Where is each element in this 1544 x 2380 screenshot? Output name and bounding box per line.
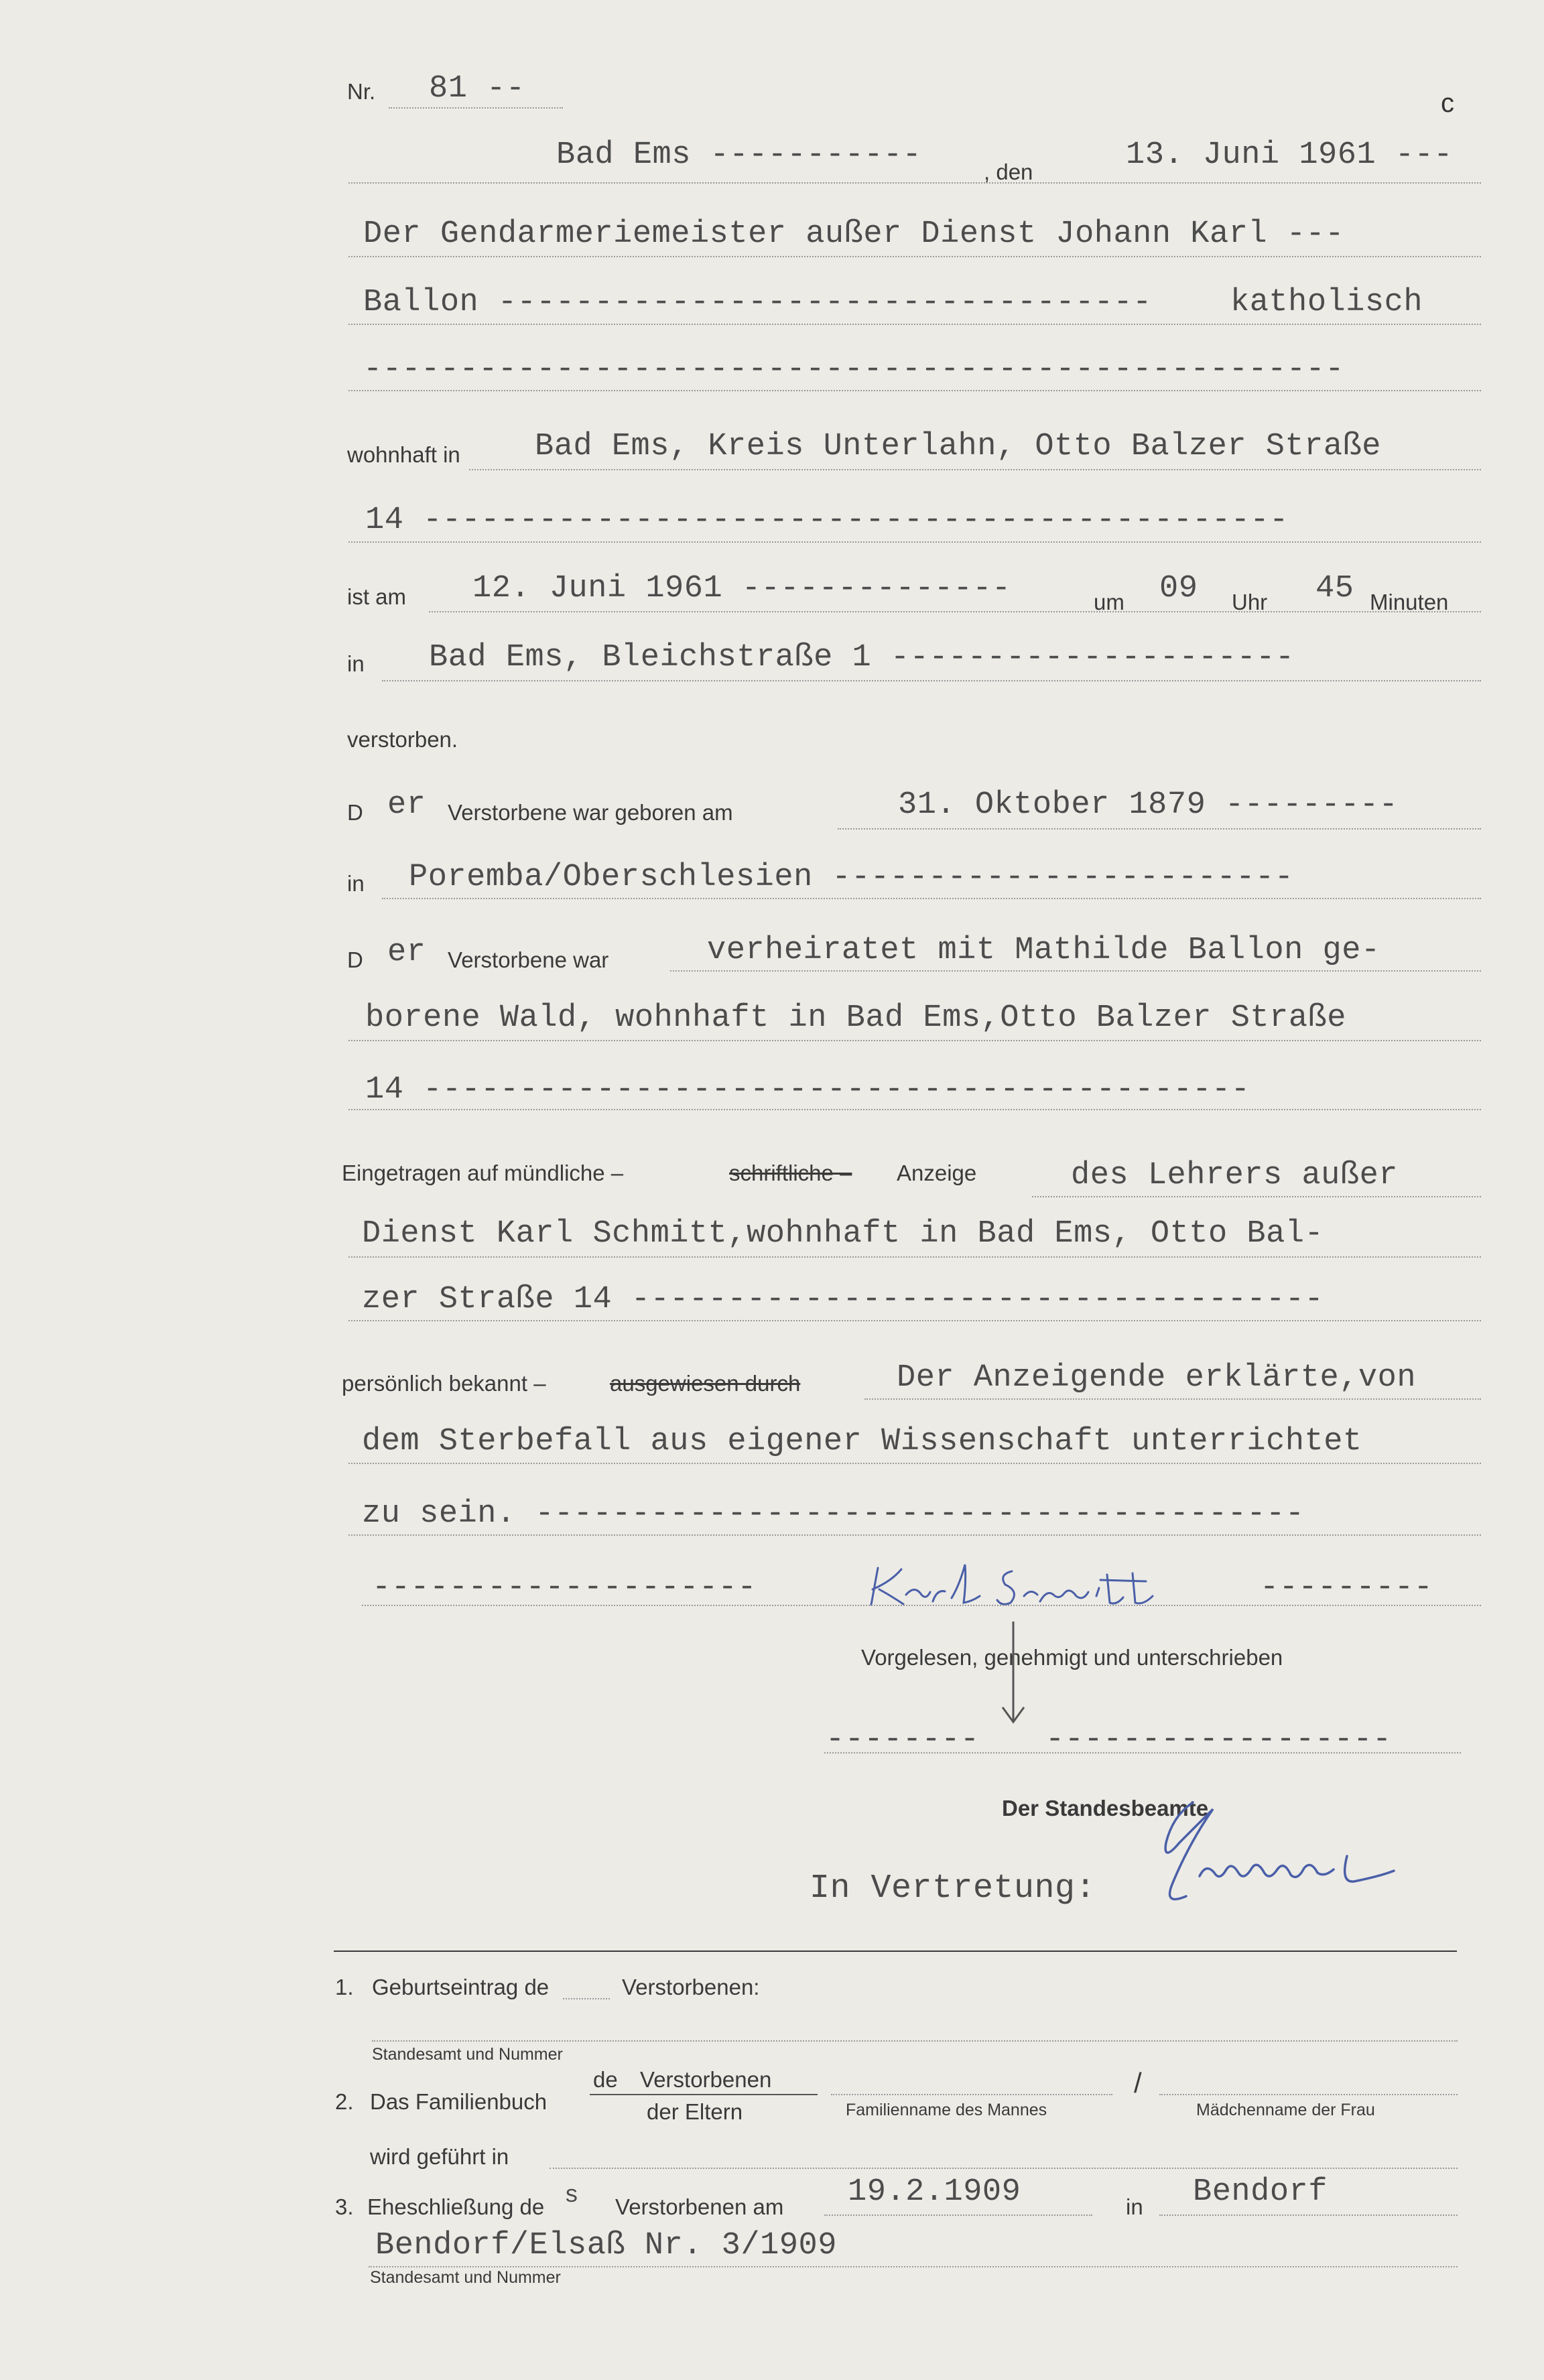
standesamt-label-2: Standesamt und Nummer xyxy=(370,2268,561,2287)
footer-item-2-label: Das Familienbuch xyxy=(370,2089,548,2114)
residence-line-1: Bad Ems, Kreis Unterlahn, Otto Balzer Straße xyxy=(535,429,1382,464)
footer-item-3-s: s xyxy=(564,2182,580,2209)
residence-line-2: 14 --------------------------------------------- xyxy=(365,503,1289,538)
registrar-title: Der Standesbeamte xyxy=(1002,1796,1209,1821)
death-minutes: 45 xyxy=(1315,571,1354,606)
footer-item-3-label: Eheschließung de xyxy=(367,2194,545,2219)
registry-place: Bad Ems ----------- xyxy=(556,137,922,173)
rule xyxy=(550,2168,1458,2169)
marriage-date: 19.2.1909 xyxy=(848,2174,1021,2210)
rule xyxy=(1032,1196,1481,1197)
rule xyxy=(824,2214,1092,2216)
rule xyxy=(348,256,1481,257)
birth-label: Verstorbene war geboren am xyxy=(448,800,733,825)
identification-line-2: dem Sterbefall aus eigener Wissenschaft unterrichtet xyxy=(362,1424,1362,1459)
marital-label: Verstorbene war xyxy=(448,947,609,972)
rule xyxy=(382,680,1481,681)
den-label: , den xyxy=(984,159,1033,184)
nr-label: Nr. xyxy=(347,79,376,104)
death-in-label: in xyxy=(347,651,365,676)
arrow-down-icon xyxy=(997,1622,1037,1742)
minuten-label: Minuten xyxy=(1370,590,1449,614)
maedchenname-label: Mädchenname der Frau xyxy=(1196,2101,1375,2119)
marital-line-2: borene Wald, wohnhaft in Bad Ems,Otto Balzer Straße xyxy=(365,1000,1346,1036)
identification-label: persönlich bekannt – xyxy=(342,1371,546,1396)
rule xyxy=(348,324,1481,325)
registration-line-2: Dienst Karl Schmitt,wohnhaft in Bad Ems, Otto Bal- xyxy=(362,1216,1324,1252)
footer-item-3-label-b: Verstorbenen am xyxy=(615,2194,784,2219)
person-line-1: Der Gendarmeriemeister außer Dienst Johann Karl --- xyxy=(363,216,1344,252)
birth-er: er xyxy=(387,787,426,823)
signature-dashes-b: ------------------ xyxy=(1045,1722,1392,1758)
footer-item-2-bottom: der Eltern xyxy=(647,2099,743,2124)
footer-item-2-top: Verstorbenen xyxy=(640,2067,772,2092)
marital-er: er xyxy=(387,935,426,970)
ist-am-label: ist am xyxy=(347,584,407,609)
header-line xyxy=(348,182,1481,184)
marital-line-1: verheiratet mit Mathilde Ballon ge- xyxy=(707,933,1380,968)
footer-item-1-label: Geburtseintrag de xyxy=(372,1975,550,1999)
nr-line xyxy=(389,107,563,109)
registration-struck: schriftliche – xyxy=(729,1161,852,1185)
marriage-place: Bendorf xyxy=(1193,2174,1328,2210)
rule xyxy=(1159,2094,1458,2095)
footer-divider xyxy=(334,1951,1457,1952)
rule xyxy=(563,1998,610,1999)
rule xyxy=(348,1109,1481,1110)
signature-dashes-a: -------- xyxy=(826,1722,980,1758)
um-label: um xyxy=(1094,590,1124,614)
rule xyxy=(1159,2214,1458,2216)
rule xyxy=(348,1534,1481,1536)
rule xyxy=(824,1752,1461,1754)
corner-letter: c xyxy=(1441,88,1454,118)
registry-date: 13. Juni 1961 --- xyxy=(1126,137,1453,173)
rule xyxy=(864,1398,1481,1400)
footer-item-1-number: 1. xyxy=(335,1975,354,1999)
marital-d-label: D xyxy=(347,947,363,972)
rule xyxy=(670,970,1481,972)
registration-label: Eingetragen auf mündliche – xyxy=(342,1161,624,1185)
nr-value: 81 -- xyxy=(429,71,525,107)
signature-dashes-left: -------------------- xyxy=(372,1570,757,1605)
registration-line-3: zer Straße 14 ------------------------------------ xyxy=(362,1282,1324,1317)
identification-struck: ausgewiesen durch xyxy=(610,1371,801,1396)
rule xyxy=(348,1320,1481,1321)
wohnhaft-label: wohnhaft in xyxy=(347,442,460,467)
rule xyxy=(348,541,1481,543)
identification-line-3: zu sein. ---------------------------------------- xyxy=(362,1496,1305,1532)
person-name: Ballon ---------------------------------- xyxy=(363,285,1152,320)
standesamt-label: Standesamt und Nummer xyxy=(372,2045,563,2064)
rule xyxy=(831,2094,1112,2095)
birth-place: Poremba/Oberschlesien ------------------------ xyxy=(409,860,1294,895)
in-vertretung-label: In Vertretung: xyxy=(810,1869,1096,1908)
rule xyxy=(838,828,1481,830)
footer-item-2-de: de xyxy=(593,2067,618,2092)
death-place: Bad Ems, Bleichstraße 1 --------------------- xyxy=(429,640,1295,675)
signature-dashes-right: --------- xyxy=(1260,1570,1433,1605)
rule xyxy=(348,1256,1481,1258)
rule xyxy=(382,898,1481,899)
person-line-3: --------------------------------------------------- xyxy=(363,352,1344,387)
identification-line-1: Der Anzeigende erklärte,von xyxy=(897,1360,1417,1396)
wird-gefuehrt-label: wird geführt in xyxy=(370,2144,509,2169)
marriage-registry-office: Bendorf/Elsaß Nr. 3/1909 xyxy=(375,2228,837,2263)
birth-in-label: in xyxy=(347,871,365,896)
registration-line-1: des Lehrers außer xyxy=(1071,1158,1398,1193)
birth-d-label: D xyxy=(347,800,363,825)
rule xyxy=(348,1040,1481,1041)
birth-date: 31. Oktober 1879 --------- xyxy=(898,787,1399,823)
footer-slash: / xyxy=(1134,2067,1142,2099)
rule xyxy=(469,469,1481,470)
rule xyxy=(369,2266,1458,2267)
religion: katholisch xyxy=(1230,285,1423,320)
death-hour: 09 xyxy=(1159,571,1198,606)
uhr-label: Uhr xyxy=(1232,590,1268,614)
registrar-signature xyxy=(1126,1796,1501,1916)
anzeige-label: Anzeige xyxy=(897,1161,977,1185)
verstorben-label: verstorben. xyxy=(347,727,458,752)
rule xyxy=(348,1463,1481,1464)
footer-item-2-number: 2. xyxy=(335,2089,354,2114)
rule xyxy=(362,1605,1481,1606)
footer-item-3-in: in xyxy=(1126,2194,1143,2219)
marital-line-3: 14 ------------------------------------------- xyxy=(365,1072,1250,1108)
read-approved-label: Vorgelesen, genehmigt und unterschrieben xyxy=(861,1645,1283,1670)
rule xyxy=(348,390,1481,391)
fraction-line xyxy=(590,2094,818,2095)
familienname-label: Familienname des Mannes xyxy=(846,2101,1047,2119)
footer-item-3-number: 3. xyxy=(335,2194,354,2219)
footer-item-1-label-b: Verstorbenen: xyxy=(622,1975,760,1999)
death-date: 12. Juni 1961 -------------- xyxy=(472,571,1011,606)
rule xyxy=(372,2040,1458,2042)
rule xyxy=(429,611,1481,612)
